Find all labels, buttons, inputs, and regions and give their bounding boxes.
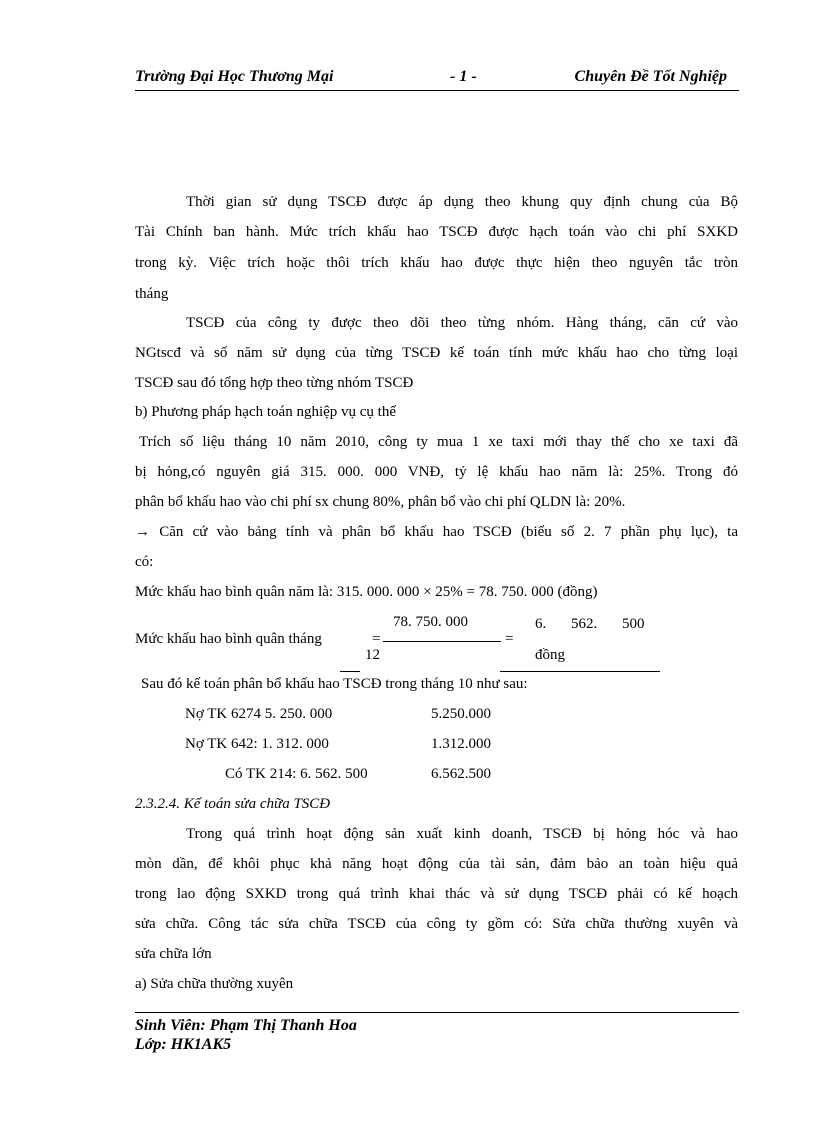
para3-line-2: bị hỏng,có nguyên giá 315. 000. 000 VNĐ, tỷ lệ khấu hao năm là: 25%. Trong đó (135, 464, 738, 480)
result-unit: đồng (535, 647, 565, 663)
fraction-numerator: 78. 750. 000 (393, 614, 468, 630)
para5-line-2: mòn dần, để khôi phục khả năng hoạt động của tài sản, đảm bảo an toàn hiệu quả (135, 856, 738, 872)
heading-a: a) Sửa chữa thường xuyên (135, 976, 294, 992)
para3-line-1: Trích số liệu tháng 10 năm 2010, công ty mua 1 xe taxi mới thay thế cho xe taxi đã (139, 434, 738, 450)
para1-line-3: trong kỳ. Việc trích hoặc thôi trích khấu hao được thực hiện theo nguyên tắc tròn (135, 255, 738, 271)
para2-line-2: NGtscđ và số năm sử dụng của từng TSCĐ kế toán tính mức khấu hao cho từng loại (135, 345, 738, 361)
annual-depreciation: Mức khấu hao bình quân năm là: 315. 000. 000 × 25% = 78. 750. 000 (đồng) (135, 584, 598, 600)
header-school: Trường Đại Học Thương Mại (135, 68, 334, 85)
entry-credit-214: Có TK 214: 6. 562. 500 (225, 766, 368, 782)
para2-line-1: TSCĐ của công ty được theo dõi theo từng nhóm. Hàng tháng, căn cứ vào (186, 315, 738, 331)
rule-long (500, 671, 660, 672)
section-title: 2.3.2.4. Kế toán sửa chữa TSCĐ (135, 796, 331, 812)
entry-debit-642-amount: 1.312.000 (431, 736, 491, 752)
monthly-label: Mức khấu hao bình quân tháng (135, 631, 322, 647)
para1-line-4: tháng (135, 286, 169, 302)
page-header (135, 66, 739, 91)
para5-line-3: trong lao động SXKD trong quá trình khai thác và sử dụng TSCĐ phải có kế hoạch (135, 886, 738, 902)
para4-line-1: → Căn cứ vào bảng tính và phân bổ khấu hao TSCĐ (biểu số 2. 7 phần phụ lục), ta (135, 524, 738, 540)
allocation-intro: Sau đó kế toán phân bổ khấu hao TSCĐ trong tháng 10 như sau: (141, 676, 528, 692)
entry-debit-6274-amount: 5.250.000 (431, 706, 491, 722)
footer-student: Sinh Viên: Phạm Thị Thanh Hoa (135, 1017, 357, 1034)
para1-line-1: Thời gian sử dụng TSCĐ được áp dụng theo khung quy định chung của Bộ (186, 194, 738, 210)
footer-rule (135, 1012, 739, 1013)
equals-sign-2: = (505, 631, 514, 647)
para1-line-2: Tài Chính ban hành. Mức trích khấu hao TSCĐ được hạch toán vào chi phí SXKD (135, 224, 738, 240)
result-part-a: 6. (535, 616, 547, 632)
fraction-bar (383, 641, 501, 642)
result-part-b: 562. (571, 616, 598, 632)
page-number: - 1 - (450, 68, 477, 85)
fraction-denominator: 12 (365, 647, 380, 663)
entry-debit-6274: Nợ TK 6274 5. 250. 000 (185, 706, 333, 722)
entry-debit-642: Nợ TK 642: 1. 312. 000 (185, 736, 329, 752)
para5-line-4: sửa chữa. Công tác sửa chữa TSCĐ của công ty gồm có: Sửa chữa thường xuyên và (135, 916, 738, 932)
para2-line-3: TSCĐ sau đó tổng hợp theo từng nhóm TSCĐ (135, 375, 414, 391)
rule-small (340, 671, 360, 672)
para3-line-3: phân bổ khấu hao vào chi phí sx chung 80%, phân bổ vào chi phí QLDN là: 20%. (135, 494, 626, 510)
para4-line-2: có: (135, 554, 154, 570)
heading-b: b) Phương pháp hạch toán nghiệp vụ cụ thể (135, 404, 397, 420)
footer-class: Lớp: HK1AK5 (135, 1036, 232, 1053)
equals-sign-1: = (372, 631, 381, 647)
entry-credit-214-amount: 6.562.500 (431, 766, 491, 782)
para5-line-5: sửa chữa lớn (135, 946, 212, 962)
para5-line-1: Trong quá trình hoạt động sản xuất kinh doanh, TSCĐ bị hỏng hóc và hao (186, 826, 738, 842)
result-part-c: 500 (622, 616, 645, 632)
header-title: Chuyên Đề Tốt Nghiệp (574, 68, 727, 85)
